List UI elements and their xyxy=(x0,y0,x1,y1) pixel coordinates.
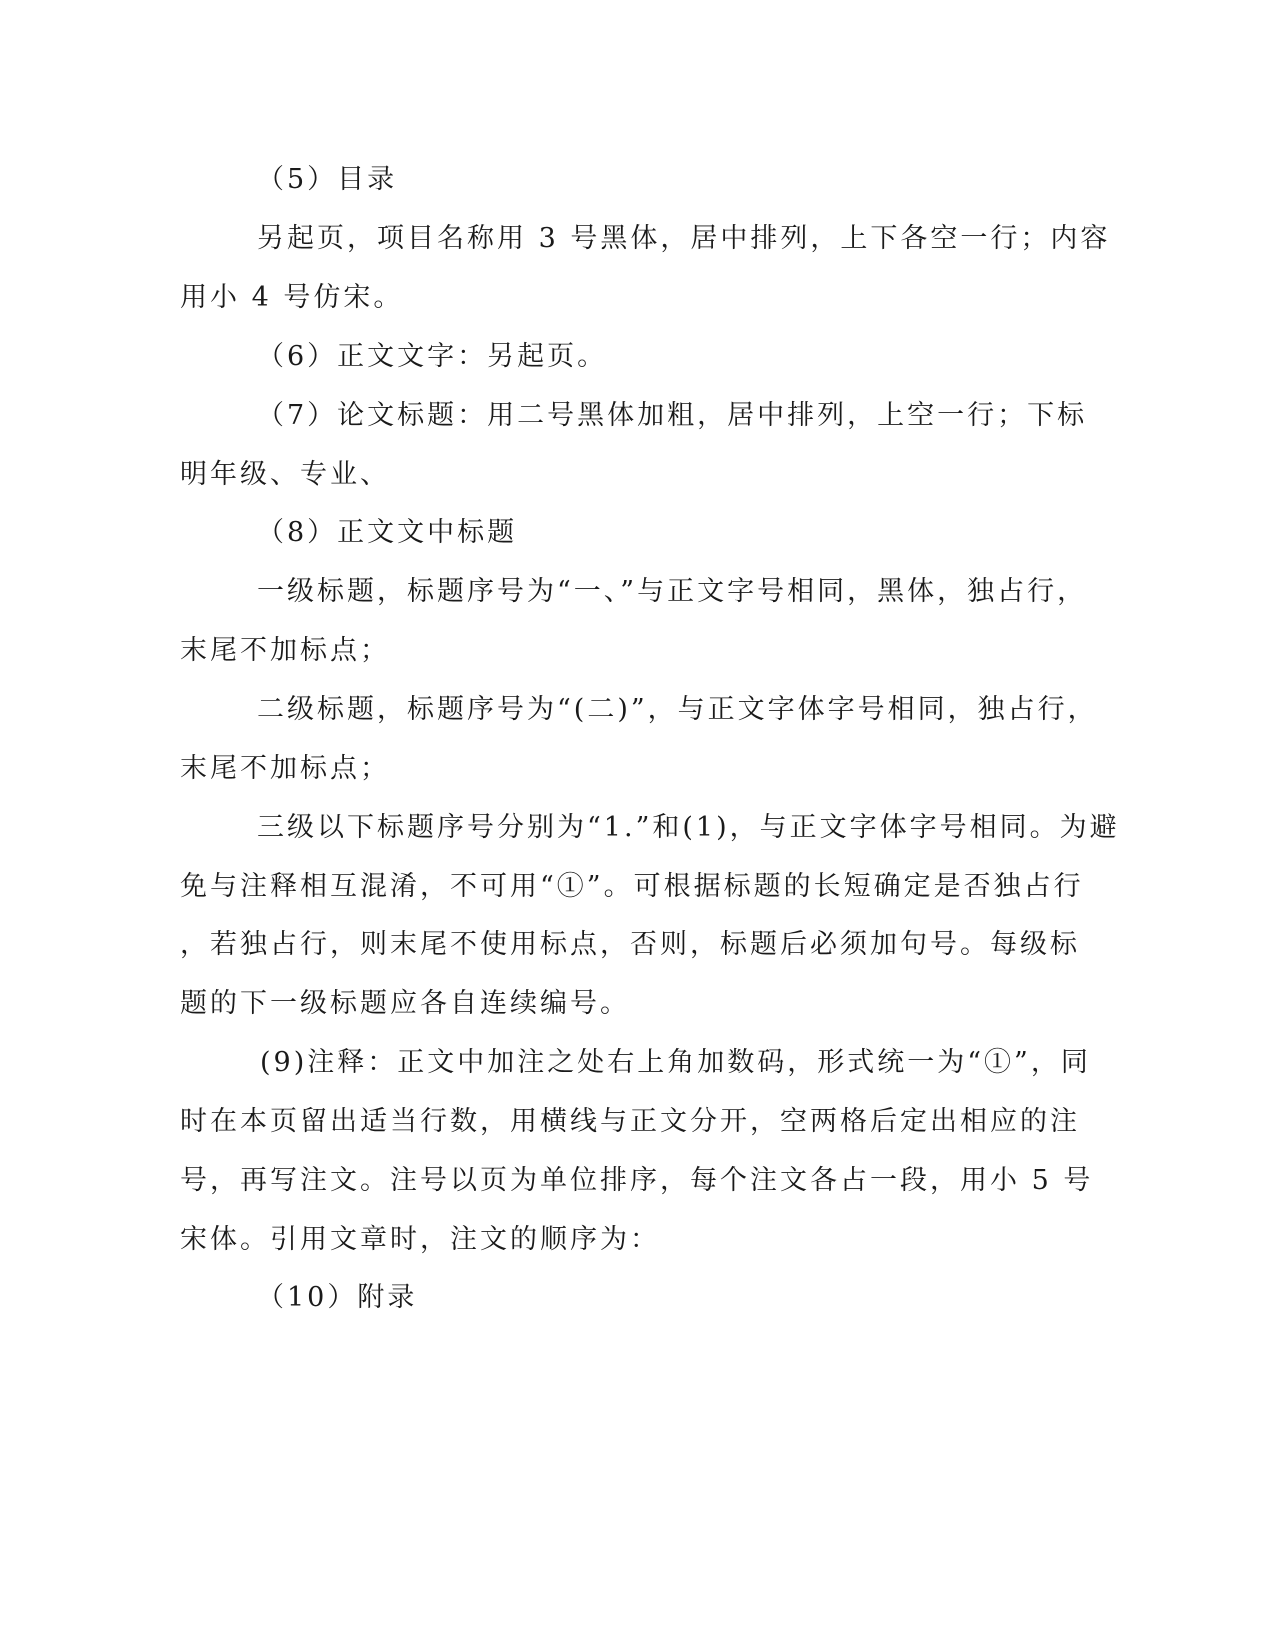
paragraph-line: 末尾不加标点； xyxy=(180,635,390,666)
paragraph-line: 明年级、专业、 xyxy=(180,459,390,490)
paragraph-line: 用小 4 号仿宋。 xyxy=(180,282,404,313)
paragraph-line: 另起页，项目名称用 3 号黑体，居中排列，上下各空一行；内容 xyxy=(257,223,1111,254)
paragraph-line: 免与注释相互混淆，不可用“①”。可根据标题的长短确定是否独占行 xyxy=(180,871,1084,902)
paragraph-line: 号，再写注文。注号以页为单位排序，每个注文各占一段，用小 5 号 xyxy=(180,1165,1094,1196)
paragraph-line: ，若独占行，则末尾不使用标点，否则，标题后必须加句号。每级标 xyxy=(180,929,1080,960)
paragraph-line: 时在本页留出适当行数，用横线与正文分开，空两格后定出相应的注 xyxy=(180,1106,1080,1137)
paragraph-line: 三级以下标题序号分别为“1.”和(1)，与正文字体字号相同。为避 xyxy=(257,812,1120,843)
paragraph-line: 末尾不加标点； xyxy=(180,753,390,784)
heading-body-text: （6）正文文字：另起页。 xyxy=(257,341,608,372)
paragraph-line: 题的下一级标题应各自连续编号。 xyxy=(180,988,630,1019)
paragraph-line: 二级标题，标题序号为“(二)”，与正文字体字号相同，独占行， xyxy=(257,694,1098,725)
paragraph-line: 宋体。引用文章时，注文的顺序为： xyxy=(180,1224,660,1255)
heading-toc: （5）目录 xyxy=(257,164,398,195)
heading-annotations: (9)注释：正文中加注之处右上角加数码，形式统一为“①”，同 xyxy=(260,1047,1091,1078)
heading-thesis-title: （7）论文标题：用二号黑体加粗，居中排列，上空一行；下标 xyxy=(257,400,1088,431)
paragraph-line: 一级标题，标题序号为“一、”与正文字号相同，黑体，独占行， xyxy=(257,576,1088,607)
heading-appendix: （10）附录 xyxy=(257,1282,418,1313)
heading-section-titles: （8）正文文中标题 xyxy=(257,517,518,548)
